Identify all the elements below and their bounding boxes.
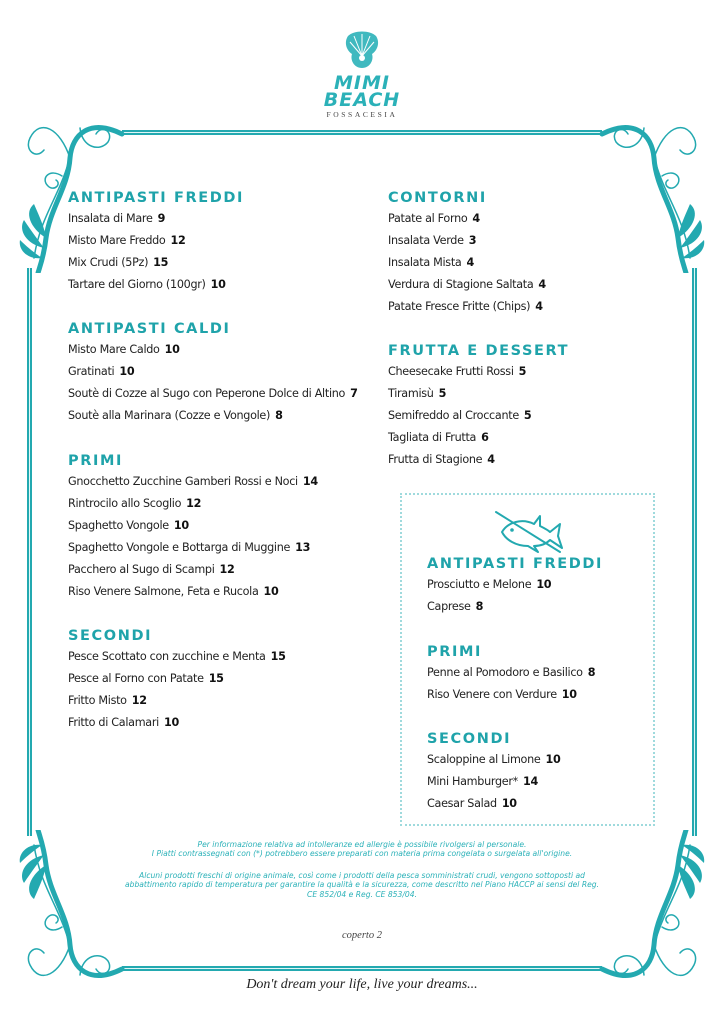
menu-item: Insalata Mista 4 (388, 256, 474, 269)
section-title: SECONDI (427, 731, 512, 747)
top-border-line (122, 130, 602, 135)
motto: Don't dream your life, live your dreams... (246, 977, 478, 992)
section-frutta-e-dessert (388, 343, 569, 475)
brand-logo (306, 28, 418, 128)
section-antipasti-freddi (68, 190, 244, 300)
section-title: ANTIPASTI FREDDI (427, 556, 603, 572)
section-primi (68, 453, 318, 607)
section-title: CONTORNI (388, 190, 487, 206)
section-title: ANTIPASTI FREDDI (68, 190, 244, 206)
brand-location: FOSSACESIA (326, 110, 398, 119)
menu-item: Cheesecake Frutti Rossi 5 (388, 365, 527, 378)
menu-item: Mini Hamburger* 14 (427, 775, 538, 788)
menu-item: Caprese 8 (427, 600, 484, 613)
menu-item: Frutta di Stagione 4 (388, 453, 495, 466)
section-title: ANTIPASTI CALDI (68, 321, 231, 337)
section-title: PRIMI (68, 453, 124, 469)
section-nofish-antipasti-freddi (427, 556, 603, 622)
section-antipasti-caldi (68, 321, 358, 431)
bottom-border-line (122, 966, 602, 971)
section-nofish-primi (427, 644, 595, 710)
menu-item: Gnocchetto Zucchine Gamberi Rossi e Noci 14 (68, 475, 318, 488)
menu-item: Soutè alla Marinara (Cozze e Vongole) 8 (68, 409, 283, 422)
menu-item: Tartare del Giorno (100gr) 10 (68, 278, 226, 291)
menu-item: Rintrocilo allo Scoglio 12 (68, 497, 202, 510)
menu-item: Insalata di Mare 9 (68, 212, 166, 225)
menu-item: Penne al Pomodoro e Basilico 8 (427, 666, 596, 679)
menu-item: Tiramisù 5 (388, 387, 447, 400)
haccp-note: Alcuni prodotti freschi di origine animale, così come i prodotti della pesca somministrati crudi, vengono sottoposti ad abbattimento rapido di temperatura per garantire la qualità e la sicurezza, come descritto nel Piano HACCP ai sensi del Reg. CE 852/04 e Reg. CE 853/04. (124, 871, 600, 899)
menu-item: Tagliata di Frutta 6 (388, 431, 489, 444)
menu-item: Scaloppine al Limone 10 (427, 753, 561, 766)
menu-item: Patate al Forno 4 (388, 212, 480, 225)
section-title: SECONDI (68, 628, 153, 644)
menu-item: Pesce Scottato con zucchine e Menta 15 (68, 650, 286, 663)
menu-item: Pesce al Forno con Patate 15 (68, 672, 224, 685)
shell-logo-icon (342, 28, 382, 70)
section-title: PRIMI (427, 644, 483, 660)
section-nofish-secondi (427, 731, 560, 819)
menu-item: Fritto di Calamari 10 (68, 716, 179, 729)
menu-item: Spaghetto Vongole e Bottarga di Muggine 13 (68, 541, 311, 554)
allergy-note: Per informazione relativa ad intolleranze ed allergie è possibile rivolgersi al personale. I Piatti contrassegnati con (*) potrebbero essere preparati con materia prima congelata o surgelata all'origine. (151, 840, 573, 859)
menu-item: Gratinati 10 (68, 365, 135, 378)
brand-name-line2: BEACH (323, 89, 401, 111)
menu-item: Caesar Salad 10 (427, 797, 517, 810)
menu-item: Riso Venere con Verdure 10 (427, 688, 577, 701)
cover-charge: coperto 2 (342, 930, 382, 941)
menu-item: Mix Crudi (5Pz) 15 (68, 256, 169, 269)
menu-item: Soutè di Cozze al Sugo con Peperone Dolce di Altino 7 (68, 387, 358, 400)
menu-item: Prosciutto e Melone 10 (427, 578, 552, 591)
right-border-line (692, 268, 697, 836)
section-contorni (388, 190, 546, 322)
no-fish-icon (494, 508, 564, 554)
menu-item: Riso Venere Salmone, Feta e Rucola 10 (68, 585, 279, 598)
brand-name-line1: MIMI (334, 72, 390, 94)
swirl-ornament-top-right-icon (594, 88, 714, 273)
menu-item: Spaghetto Vongole 10 (68, 519, 189, 532)
menu-item: Misto Mare Freddo 12 (68, 234, 186, 247)
menu-item: Pacchero al Sugo di Scampi 12 (68, 563, 235, 576)
menu-item: Patate Fresce Fritte (Chips) 4 (388, 300, 543, 313)
section-title: FRUTTA E DESSERT (388, 343, 570, 359)
left-border-line (27, 268, 32, 836)
menu-item: Semifreddo al Croccante 5 (388, 409, 532, 422)
menu-item: Misto Mare Caldo 10 (68, 343, 180, 356)
menu-item: Verdura di Stagione Saltata 4 (388, 278, 546, 291)
menu-item: Insalata Verde 3 (388, 234, 477, 247)
menu-item: Fritto Misto 12 (68, 694, 147, 707)
section-secondi (68, 628, 286, 738)
